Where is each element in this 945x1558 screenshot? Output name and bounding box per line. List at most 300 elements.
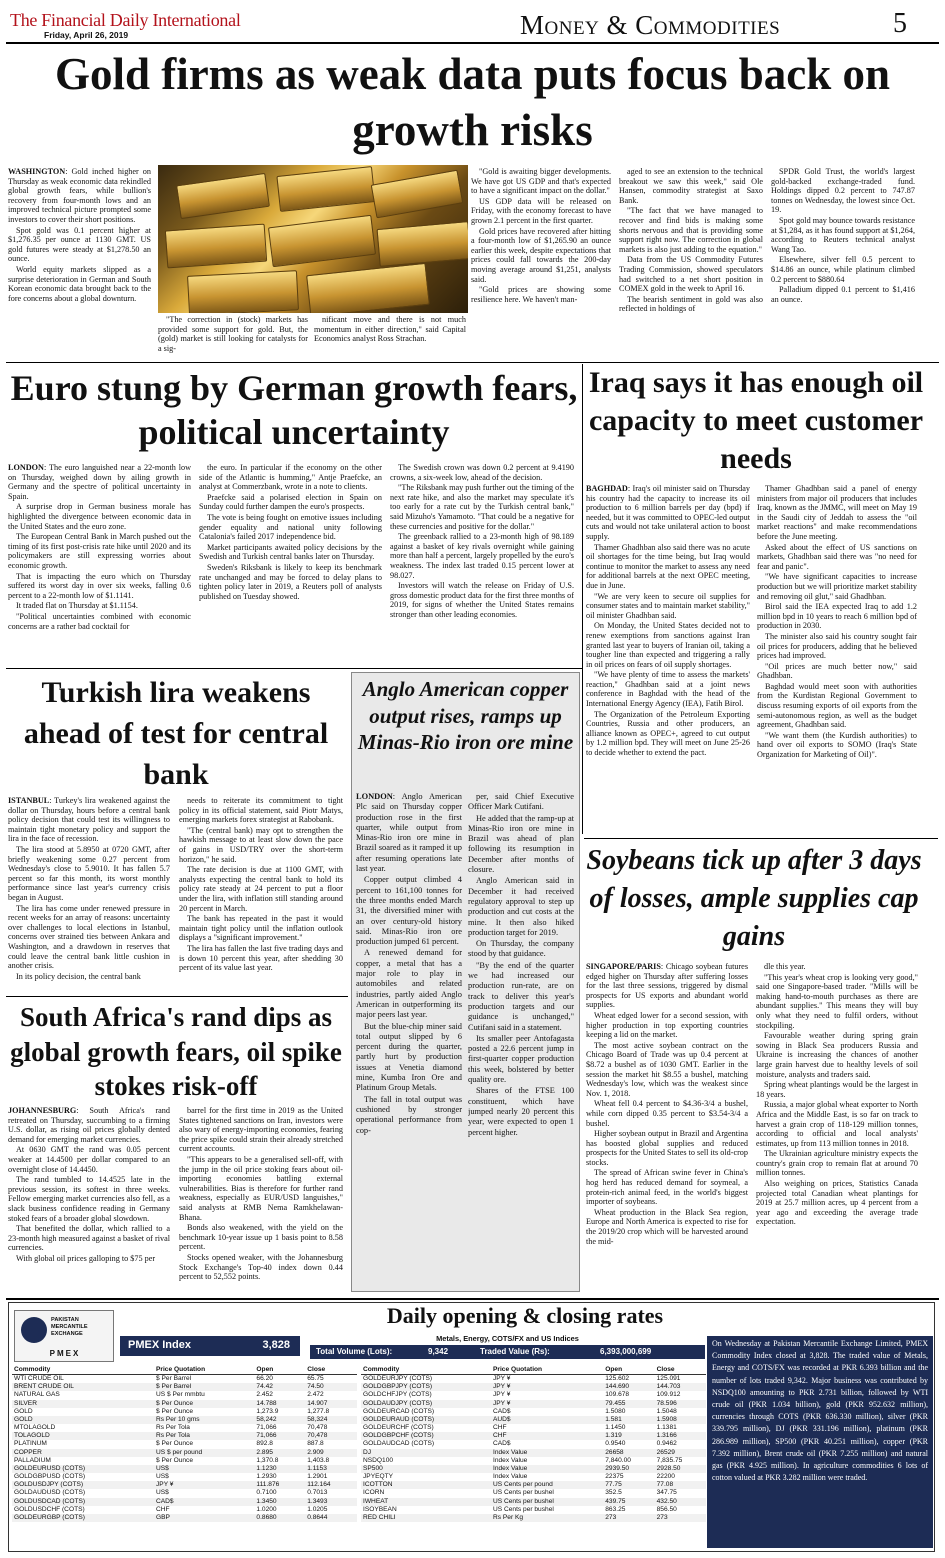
article-paragraph: BAGHDAD: Iraq's oil minister said on Thursday his country had the capacity to increase its oil production to 6 million barrels per day (bpd) if needed, but it was committed to OPEC-led output cuts and would not take unilateral action to boost supply. [586,484,750,541]
table-cell: 1.3166 [655,1432,706,1440]
table-cell: GOLD [12,1416,154,1424]
table-cell: 887.8 [307,1440,324,1448]
gold-col-5 [619,167,763,359]
article-paragraph: "Oil prices are much better now," said Ghadhban. [757,661,917,681]
table-row [12,1489,357,1497]
table-cell: 78.596 [655,1400,706,1408]
table-row [12,1514,357,1522]
table-cell: 0.8680 [254,1514,305,1522]
table-cell: Rs Per Kg [491,1514,603,1522]
table-cell: 1.5080 [605,1407,626,1415]
article-paragraph: Spot gold may bounce towards resistance at $1,284, as it has found support at $1,264, according to Reuters technical analyst Wang Tao. [771,215,915,254]
article-paragraph: WASHINGTON: Gold inched higher on Thursday as weak economic data rekindled global growth fears, while bullion's recovery from four-month lows and an improved technical picture prompted some investors to cover their short positions. [8,167,151,224]
table-cell: US$ [156,1489,169,1497]
table-cell: 2.909 [305,1449,357,1457]
euro-headline: Euro stung by German growth fears, political uncertainty [10,368,578,452]
article-paragraph: The rate decision is due at 1100 GMT, with analysts expecting the central bank to hold its policy rate steady at 24 percent to put a floor under the lira, with inflation still standing around 20 percent in March. [179,865,343,913]
table-cell: 66.20 [256,1375,273,1383]
table-row [361,1408,706,1416]
article-paragraph: The Swedish crown was down 0.2 percent at 9.4190 crowns, a six-week low, ahead of the decision. [390,463,574,482]
iraq-headline: Iraq says it has enough oil capacity to meet customer needs [588,366,924,475]
table-cell: US Cents per pound [491,1481,603,1489]
table-cell: $ Per Ounce [156,1440,194,1448]
article-paragraph: Russia, a major global wheat exporter to North Africa and the Middle East, is so far on track to harvest a grain crop of 118-129 million tonnes, according to official and local analysts' estimates, up from 113 million tonnes in 2018. [756,1100,918,1148]
article-paragraph: per, said Chief Executive Officer Mark Cutifani. [468,792,574,812]
table-cell: JPY ¥ [491,1383,603,1391]
article-paragraph: Thamer Ghadhban also said there was no acute oil shortages for the time being, but Iraq would continue to monitor the market to assess any need for additional barrels at the next OPEC meeting, due in June. [586,542,750,590]
rates-table-right [361,1366,706,1548]
column-header: Open [603,1366,654,1375]
article-paragraph: LONDON: The euro languished near a 22-month low on Thursday, weighed down by ailing growth in Germany and the spectre of political uncertainty in Spain. [8,463,191,501]
table-cell: Rs Per 10 gms [154,1416,254,1424]
table-cell: $ Per Barrel [154,1383,254,1391]
table-cell: $ Per Barrel [156,1375,192,1383]
column-header: Price Quotation [491,1366,603,1375]
article-paragraph: Thamer Ghadhban said a panel of energy ministers from major oil producers that includes Iraq, known as the JMMC, will meet on May 19 in the Saudi city of Jeddah to assess the "oil market reactions" and make recommendations before the June meeting. [757,484,917,541]
table-cell: 74.42 [254,1383,305,1391]
table-cell: ICORN [363,1489,385,1497]
table-cell: 1,277.8 [307,1407,330,1415]
table-row [12,1473,357,1481]
table-cell: GOLDAUDJPY (COTS) [361,1400,491,1408]
article-paragraph: "The (central bank) may opt to strengthen the hawkish message to at least slow down the pace of gains in USD/TRY over the short-term horizon," he said. [179,825,343,864]
soy-col-1 [586,962,748,1292]
table-cell: 58,242 [254,1416,305,1424]
table-cell: GOLDGBPJPY (COTS) [361,1383,491,1391]
table-cell: 1.1230 [254,1465,305,1473]
table-row [12,1383,357,1391]
table-cell: WTI CRUDE OIL [14,1375,64,1383]
article-paragraph: The lira has fallen the last five trading days and is down 10 percent this year, after shedding 30 percent of its value last year. [179,943,343,973]
article-paragraph: "This year's wheat crop is looking very good," said one Singapore-based trader. "Mills will be making hand-to-mouth purchases as there are abundant supplies." This means they will buy only what they need to fulfil orders, without stockpiling. [756,972,918,1030]
gold-bars-photo [158,165,468,313]
article-paragraph: The European Central Bank in March pushed out the timing of its first post-crisis rate hike until 2020 and its policymakers are still expressing worries about economic growth. [8,532,191,570]
table-cell: Index Value [491,1465,603,1473]
table-cell: GOLDAUDUSD (COTS) [14,1489,86,1497]
table-cell: 1.1381 [656,1424,677,1432]
table-cell: 1.1450 [605,1424,626,1432]
article-paragraph: Spot gold was 0.1 percent higher at $1,276.35 per ounce at 1130 GMT. US gold futures were steady at $1,278.50 an ounce. [8,225,151,264]
article-paragraph: "The correction in (stock) markets has provided some support for gold. But, the (gold) market is still looking for catalysts for a sig- [158,315,308,353]
table-cell: CAD$ [154,1498,254,1506]
table-cell: 439.75 [603,1498,654,1506]
article-paragraph: Anglo American said in December it had received regulatory approval to step up production and cut costs at the mine. It then also hiked production target for 2019. [468,876,574,937]
table-cell: 892.8 [256,1440,273,1448]
table-cell: 2.472 [307,1391,324,1399]
article-paragraph: "We are very keen to secure oil supplies for consumer states and to maintain market stability," oil minister Ghadhban said. [586,591,750,620]
article-paragraph: the euro. In particular if the economy on the other side of the Atlantic is humming," Antje Praefcke, an analyst at Commerzbank, wrote in a note to clients. [199,463,382,492]
article-paragraph: In its policy decision, the central bank [16,971,141,981]
article-paragraph: dle this year. [764,962,806,971]
table-cell: JPY ¥ [492,1375,511,1383]
page-number: 5 [893,8,907,39]
table-cell: Index Value [492,1473,528,1481]
table-cell: 125.091 [656,1375,681,1383]
article-paragraph: That is impacting the euro which on Thursday suffered its worst day in over six weeks, falling 0.6 percent to a 22-month low of $1.1141. [8,571,191,600]
table-row [361,1383,706,1391]
table-cell: NATURAL GAS [14,1391,60,1399]
table-cell: 1.581 [603,1416,654,1424]
article-paragraph: The vote is being fought on emotive issues including gender equality and national unity following Catalonia's failed 2017 independence bid. [199,512,382,542]
article-paragraph: The bank has repeated in the past it would maintain tight policy until the inflation outlook displays a "significant improvement." [179,914,343,943]
article-paragraph: That benefited the dollar, which rallied to a 23-month high measured against a basket of rival currencies. [8,1224,170,1253]
table-cell: 273 [603,1514,654,1522]
table-cell: 111.876 [254,1481,305,1489]
article-paragraph: Also weighing on prices, Statistics Canada projected total Canadian wheat plantings for 2019 at 25.7 million acres, up 4 percent from a year ago and exceeding the average trade expectation. [756,1179,918,1227]
table-cell: 2.895 [254,1449,305,1457]
table-cell: 1.2930 [256,1473,277,1481]
table-cell: US $ Per mmbtu [156,1391,205,1399]
pmex-emblem-icon [21,1317,47,1343]
table-cell: Rs Per Tola [156,1424,190,1432]
article-paragraph: "Political uncertainties combined with economic concerns are a rather bad cocktail for [8,611,191,631]
table-cell: US $ per pound [154,1449,254,1457]
article-paragraph: "Gold is awaiting bigger developments. We have got US GDP and that's expected to have a significant impact on the dollar." [471,167,611,196]
table-cell: 22200 [656,1473,675,1481]
article-paragraph: The Organization of the Petroleum Exporting Countries, Russia and other producers, an alliance known as OPEC+, agreed to cut output by 1.2 million bpd. They will meet on June 25-26 to decide whether to extend the pact. [586,709,750,758]
table-cell: 1.5908 [655,1416,706,1424]
dateline: LONDON [356,792,393,801]
table-cell: 347.75 [656,1489,677,1497]
table-cell: US Cents per bushel [491,1498,603,1506]
table-row [12,1506,357,1514]
table-cell: 65.75 [307,1375,324,1383]
rates-title: Daily opening & closing rates [386,1303,664,1328]
table-cell: GOLDGBPCHF (COTS) [361,1432,491,1440]
article-paragraph: "Gold prices are showing some resilience here. We haven't man- [471,285,611,304]
table-cell: GOLDUSDCAD (COTS) [12,1498,154,1506]
article-paragraph: nificant move and there is not much momentum in either direction," said Capital Economics analyst Ross Strachan. [314,315,466,344]
table-cell: US$ [156,1473,169,1481]
table-cell: JPY ¥ [492,1391,511,1399]
article-paragraph: "We have significant capacities to increase production but we will prioritize market stability and removing oil glut," said Ghadhban. [757,572,917,601]
table-cell: GOLD [14,1407,33,1415]
article-paragraph: World equity markets slipped as a surprise deterioration in German and South Korean economic data brought back to the fore concerns about a global downturn. [8,264,151,303]
table-cell: $ Per Ounce [156,1407,194,1415]
gold-col-3 [314,315,466,359]
column-header: Close [305,1366,357,1375]
article-paragraph: Elsewhere, silver fell 0.5 percent to $14.86 an ounce, while platinum climbed 0.2 percent to $880.64 [771,255,915,284]
iraq-col-2 [757,484,917,834]
table-cell: 71,066 [254,1432,305,1440]
article-paragraph: The Ukrainian agriculture ministry expects the country's grain crop to remain flat at around 70 million tonnes. [756,1149,918,1178]
anglo-col-1 [356,792,462,1288]
anglo-headline: Anglo American copper output rises, ramps up Minas-Rio iron ore mine [357,677,574,754]
rates-summary: On Wednesday at Pakistan Mercantile Exchange Limited, PMEX Commodity Index closed at 3,828. The traded value of Metals, Energy and COTS/FX was recorded at PKR 6.393 billion and the number of lots traded 9,342. Major business was contributed by NSDQ100 amounting to PKR 2.731 billion, followed by WTI crude oil (PKR 1.034 billion), gold (PKR 952.632 million), currencies through COTS (PKR 636.330 million), silver (PKR 339.795 million), DJ (PKR 331.196 million), platinum (PKR 286.989 million), SP500 (PKR 40.251 million), copper (PKR 7.392 million), Brent crude oil (PKR 7.255 million) and natural gas (PKR 4.925 million). In agriculture commodities 6 lots of cotton valued at PKR 3.282 million were traded. [707,1336,933,1548]
table-cell: GOLDGBPUSD (COTS) [14,1473,86,1481]
table-cell: COPPER [12,1449,154,1457]
table-row [12,1424,357,1432]
article-paragraph: "We want them (the Kurdish authorities) to hand over oil exports to SOMO (Iraq's State Organization for Marketing of Oil)". [757,730,917,760]
gold-col-2 [158,315,308,359]
table-row [361,1514,706,1522]
table-cell: $ Per Ounce [156,1456,194,1464]
article-paragraph: Market participants awaited policy decisions by the Swedish and Turkish central banks later on Thursday. [199,542,382,562]
table-row [361,1391,706,1399]
table-cell: US Cents per bushel [492,1505,554,1513]
table-cell: BRENT CRUDE OIL [12,1383,154,1391]
pmex-index-label: PMEX Index [128,1339,191,1351]
article-paragraph: At 0630 GMT the rand was 0.05 percent weaker at 14.4500 per dollar compared to an overnight close of 14.4450. [8,1145,170,1174]
table-cell: 1.5048 [656,1407,677,1415]
table-cell: CHF [491,1432,603,1440]
soy-col-2 [756,962,918,1292]
article-paragraph: "We have plenty of time to assess the markets' reaction," Ghadhban said at a joint news conference in Baghdad with the head of the International Energy Agency (IEA), Fatih Birol. [586,670,750,709]
table-row [361,1424,706,1432]
table-cell: GOLDUSDJPY (COTS) [12,1481,154,1489]
table-cell: 2939.50 [603,1465,654,1473]
table-cell: 144.690 [603,1383,654,1391]
article-paragraph: But the blue-chip miner said total output slipped by 6 percent during the quarter, partly hurt by production issues at Venetia diamond mine, Kumba Iron Ore and Platinum Group Metals. [356,1021,462,1093]
table-cell: GOLDEURCAD (COTS) [363,1407,435,1415]
table-cell: IWHEAT [361,1498,491,1506]
article-paragraph: The minister also said his country sought fair oil prices for producers, adding that he believed prices had improved. [757,631,917,661]
article-paragraph: Investors will watch the release on Friday of U.S. gross domestic product data for the first three months of 2019, for signs of whether the United States remains stronger than other leading economies. [390,581,574,619]
table-cell: AUD$ [491,1416,603,1424]
traded-value: 6,393,000,699 [600,1347,652,1356]
masthead-title: The Financial Daily International [10,10,241,30]
table-cell: GOLDEURCHF (COTS) [363,1424,434,1432]
table-cell: 74.50 [305,1383,357,1391]
table-cell: 77.75 [603,1481,654,1489]
table-row [12,1481,357,1489]
table-cell: GOLDEURAUD (COTS) [361,1416,491,1424]
volume-bar: Total Volume (Lots): 9,342 Traded Value (Rs): 6,393,000,699 [310,1345,705,1359]
volume-value: 9,342 [428,1347,449,1356]
article-paragraph: SPDR Gold Trust, the world's largest gold-backed exchange-traded fund. Holdings dipped 0.2 percent to 747.87 tonnes on Wednesday, the lowest since Oct. 19. [771,167,915,215]
article-paragraph: The most active soybean contract on the Chicago Board of Trade was up 0.4 percent at $8.72 a bushel as of 1030 GMT. Earlier in the session the market hit $8.55 a bushel, matching Wednesday's low, which was the weakest since Nov. 1, 2018. [586,1040,748,1098]
table-cell: 2.452 [256,1391,273,1399]
rand-col-1 [8,1106,170,1292]
table-row [361,1432,706,1440]
table-cell: 352.5 [605,1489,622,1497]
table-cell: 1,273.9 [256,1407,279,1415]
article-paragraph: Palladium dipped 0.1 percent to $1,416 an ounce. [771,285,915,304]
article-paragraph: Gold prices have recovered after hitting a four-month low of $1,265.90 an ounce earlier this week, despite expectations that prices could fall towards the 200-day moving average around $1,251, analysts said. [471,226,611,284]
table-cell: GOLDCHFJPY (COTS) [363,1391,432,1399]
table-row [12,1432,357,1440]
table-cell: 273 [655,1514,706,1522]
pmex-index-bar [120,1336,300,1356]
table-cell: $ Per Ounce [154,1400,254,1408]
article-paragraph: Wheat production in the Black Sea region, Europe and North America is expected to rise for the 2019/20 crop which will be harvested around the mid- [586,1207,748,1246]
article-paragraph: Birol said the IEA expected Iraq to add 1.2 million bpd in 10 years to reach 6 million bpd of production in 2030. [757,602,917,631]
gold-col-6 [771,167,915,359]
article-paragraph: The greenback rallied to a 23-month high of 98.189 against a basket of key rivals overnight while gaining more than half a percent, largely propelled by the euro's weakness. The index last traded 0.15 percent lower at 98.027. [390,532,574,580]
table-cell: 77.08 [655,1481,706,1489]
table-cell: Index Value [491,1449,603,1457]
table-cell: TOLAGOLD [12,1432,154,1440]
article-paragraph: A surprise drop in German business morale has highlighted the divergence between economic data in the United States and the euro zone. [8,502,191,531]
table-cell: RED CHILI [361,1514,491,1522]
article-paragraph: With global oil prices galloping to $75 per [16,1253,156,1263]
table-cell: 71,066 [256,1424,277,1432]
table-cell: 856.50 [656,1505,677,1513]
table-cell: 0.7100 [256,1489,277,1497]
table-cell: GOLDUSDCHF (COTS) [14,1505,85,1513]
table-row [361,1481,706,1489]
rand-col-2 [179,1106,343,1292]
lira-col-1 [8,796,170,992]
pmex-logo: PAKISTAN MERCANTILE EXCHANGE PMEX [14,1310,114,1362]
table-row [12,1408,357,1416]
rand-headline: South Africa's rand dips as global growth fears, oil spike stokes risk-off [10,1002,342,1101]
table-cell: SP500 [361,1465,491,1473]
table-cell: CAD$ [492,1407,511,1415]
table-cell: GOLDEURUSD (COTS) [12,1465,154,1473]
table-row [361,1465,706,1473]
article-paragraph: The fall in total output was cushioned by stronger operational performance from cop- [356,1094,462,1135]
pmex-index-value: 3,828 [262,1339,290,1351]
table-cell: 70,478 [305,1432,357,1440]
table-cell: Index Value [492,1456,528,1464]
masthead-rule [6,42,939,44]
table-cell: GOLDEURJPY (COTS) [363,1375,433,1383]
table-cell: 109.912 [656,1391,681,1399]
table-cell: CHF [492,1424,507,1432]
table-cell: SILVER [12,1400,154,1408]
article-paragraph: The lira has come under renewed pressure in recent weeks for an array of reasons: uncertainty over challenges to local elections in Istanbul, concerns over strained ties between Ankara and Washington, and a drawdown in reserves that could leave the central bank little cushion in another crisis. [8,903,170,971]
table-cell: 1.0200 [256,1505,277,1513]
table-cell: 26529 [655,1449,706,1457]
article-paragraph: Spring wheat plantings would be the largest in 18 years. [756,1080,918,1099]
gold-col-4 [471,167,611,359]
table-row [361,1457,706,1465]
article-paragraph: barrel for the first time in 2019 as the United States tightened sanctions on Iran, investors were also wary of energy-importing economies, fearing the price spike could strain their already stretched current accounts. [179,1106,343,1154]
article-paragraph: "This appears to be a generalised sell-off, with the jump in the oil price stoking fears about oil-importing economies battling external vulnerabilities. Bias is therefore for further rand weakness, especially as EUR/USD languishes," said analysts at RMB Nema Ramkhelawan-Bhana. [179,1154,343,1222]
table-cell: NSDQ100 [363,1456,394,1464]
table-cell: 1,403.8 [307,1456,330,1464]
article-paragraph: aged to see an extension to the technical breakout we saw this week," said Ole Hansen, commodity strategist at Saxo Bank. [619,167,763,205]
euro-col-1 [8,463,191,663]
table-cell: ISOYBEAN [363,1505,397,1513]
article-paragraph: Data from the US Commodity Futures Trading Commission, showed speculators had switched to a net short position in COMEX gold in the week to April 16. [619,255,763,294]
article-paragraph: The rand tumbled to 14.4525 late in the previous session, its softest in three weeks. Fellow emerging market currencies also fell, as a slack business confidence reading in Germany stoked fears of a broader global slowdown. [8,1175,170,1223]
dateline: WASHINGTON [8,167,66,176]
table-cell: DJ [361,1449,491,1457]
table-cell: 70,478 [307,1424,328,1432]
table-row [361,1375,706,1384]
table-row [12,1449,357,1457]
table-cell: Rs Per Tola [154,1432,254,1440]
article-paragraph: Stocks opened weaker, with the Johannesburg Stock Exchange's Top-40 index down 0.44 percent to 52,552 points. [179,1252,343,1282]
article-paragraph: On Monday, the United States decided not to renew exemptions from sanctions against Iran granted last year to buyers of Iranian oil, taking a tougher line than expected and triggering a rally in oil prices on fears of oil supply shortages. [586,621,750,669]
article-paragraph: He added that the ramp-up at Minas-Rio iron ore mine in Brazil was ahead of plan following its resumption in December after months of closure. [468,813,574,875]
lira-headline: Turkish lira weakens ahead of test for central bank [23,676,329,791]
table-cell: 0.9540 [605,1440,626,1448]
table-cell: GBP [154,1514,254,1522]
table-cell: 2928.50 [655,1465,706,1473]
table-row [361,1498,706,1506]
table-cell: 432.50 [655,1498,706,1506]
table-cell: GOLDEURGBP (COTS) [12,1514,154,1522]
column-header: Price Quotation [154,1366,254,1375]
table-cell: 14.788 [254,1400,305,1408]
table-cell: 7,835.75 [656,1456,683,1464]
article-paragraph: Higher soybean output in Brazil and Argentina has boosted global supplies and reduced prospects for the United States to sell its old-crop stocks. [586,1129,748,1167]
table-row [12,1416,357,1424]
table-cell: JPYEQTY [363,1473,394,1481]
dateline: LONDON [8,463,44,472]
article-paragraph: LONDON: Anglo American Plc said on Thursday copper production rose in the first quarter, while output from Minas-Rio iron ore mine in Brazil soared as it ramped it up after resuming operations late last year. [356,792,462,874]
table-row [361,1506,706,1514]
article-paragraph: Wheat edged lower for a second session, with higher production in top exporting countries keeping a lid on the market. [586,1010,748,1040]
dateline: ISTANBUL [8,796,50,805]
issue-date: Friday, April 26, 2019 [44,30,129,40]
table-cell: 112.164 [305,1481,357,1489]
gold-col-1 [8,167,151,357]
article-paragraph: The bearish sentiment in gold was also reflected in holdings of [619,294,763,314]
dateline: BAGHDAD [586,484,628,493]
rates-table-left [12,1366,357,1548]
rates-subtitle: Metals, Energy, COTS/FX and US Indices [436,1334,579,1343]
table-row [361,1473,706,1481]
table-cell: 1.2901 [307,1473,328,1481]
table-cell: 1.1153 [305,1465,357,1473]
article-paragraph: Copper output climbed 4 percent to 161,100 tonnes for the three months ended March 31, the diversified miner with an over century-old history said. Minas-Rio iron ore production jumped 61 percent. [356,875,462,947]
article-paragraph: Asked about the effect of US sanctions on markets, Ghadhban said there was "no need for fear and panic". [757,542,917,571]
article-paragraph: The lira stood at 5.8950 at 0720 GMT, after briefly weakening some 0.27 percent from Wednesday's close to 5.9010. It has fallen 5.7 percent so far this month, its worst monthly performance since last year's currency crisis began in August. [8,844,170,902]
table-row [12,1498,357,1506]
anglo-col-2 [468,792,574,1288]
table-row [12,1457,357,1465]
table-cell: 7,840.00 [605,1456,631,1464]
article-paragraph: ISTANBUL: Turkey's lira weakened against the dollar on Thursday, hours before a central bank policy decision that could test its willingness to maintain tight monetary policy and support the lira in the face of recession. [8,796,170,844]
euro-col-3 [390,463,574,663]
article-paragraph: Bonds also weakened, with the yield on the benchmark 10-year issue up 1 basis point to 8.58 percent. [179,1223,343,1252]
dateline: JOHANNESBURG [8,1106,77,1115]
table-cell: CAD$ [492,1440,511,1448]
table-cell: 0.7013 [307,1489,328,1497]
table-cell: ICOTTON [361,1481,491,1489]
iraq-col-1 [586,484,750,834]
column-header: Open [254,1366,305,1375]
table-cell: 79.455 [603,1400,654,1408]
table-row [361,1400,706,1408]
article-paragraph: Shares of the FTSE 100 constituent, which have jumped nearly 20 percent this year, were expected to open 1 percent higher. [468,1086,574,1137]
table-cell: CHF [156,1505,170,1513]
article-paragraph: JOHANNESBURG: South Africa's rand retreated on Thursday, succumbing to a firming U.S. dollar, as rising oil prices globally dented demand for emerging market currencies. [8,1106,170,1144]
table-cell: US Cents per bushel [492,1489,554,1497]
table-cell: 1.3493 [305,1498,357,1506]
article-paragraph: SINGAPORE/PARIS: Chicago soybean futures edged higher on Thursday after suffering losses for the last three sessions, triggered by dismal prospects for US exports and abundant world supplies. [586,962,748,1010]
table-cell: MTOLAGOLD [14,1424,56,1432]
table-cell: 58,324 [305,1416,357,1424]
lira-col-2 [179,796,343,992]
article-paragraph: needs to reiterate its commitment to tight policy in its official statement, said Piotr Matys, emerging markets forex strategist at Rabobank. [179,796,343,825]
dateline: SINGAPORE/PARIS [586,962,661,971]
table-cell: 26658 [603,1449,654,1457]
column-header: Commodity [361,1366,491,1375]
table-cell: 0.9462 [656,1440,677,1448]
article-paragraph: Wheat fell 0.4 percent to $4.36-3/4 a bushel, while corn dipped 0.35 percent to $3.54-3/4 a bushel. [586,1099,748,1128]
gold-headline: Gold firms as weak data puts focus back on growth risks [54,49,891,155]
table-cell: 1.3450 [254,1498,305,1506]
article-paragraph: Baghdad would meet soon with authorities from the Kurdistan Regional Government to discuss resuming exports of oil exports from the semi-autonomous region, as well as the budget agreement, Ghadhban said. [757,681,917,730]
table-cell: PALLADIUM [14,1456,51,1464]
article-paragraph: US GDP data will be released on Friday, with the economy forecast to have grown 2.1 percent in the first quarter. [471,196,611,225]
section-title: Money & Commodities [520,10,781,40]
article-paragraph: "The Riksbank may push further out the timing of the next rate hike, and also the market may speculate it's too early for a rate cut by the Turkish central bank," said Mizuho's Yamamoto. "That could be a negative for these currencies and positive for the dollar." [390,483,574,531]
article-paragraph: Sweden's Riksbank is likely to keep its benchmark rate unchanged and may be forced to delay plans to tighten policy later in 2019, a Reuters poll of analysts published on Tuesday showed. [199,562,382,601]
table-cell: 125.602 [605,1375,630,1383]
article-paragraph: The spread of African swine fever in China's hog herd has reduced demand for soymeal, a protein-rich animal feed, in the world's biggest importer of soybeans. [586,1168,748,1207]
article-paragraph: On Thursday, the company stood by that guidance. [468,939,574,959]
article-paragraph: It traded flat on Thursday at $1.1154. [16,601,138,611]
table-cell: 14.907 [305,1400,357,1408]
article-paragraph: A renewed demand for copper, a metal that has a major role to play in automobiles and related industries, partly aided Anglo American in outperforming its major peers last year. [356,948,462,1020]
table-row [12,1465,357,1473]
